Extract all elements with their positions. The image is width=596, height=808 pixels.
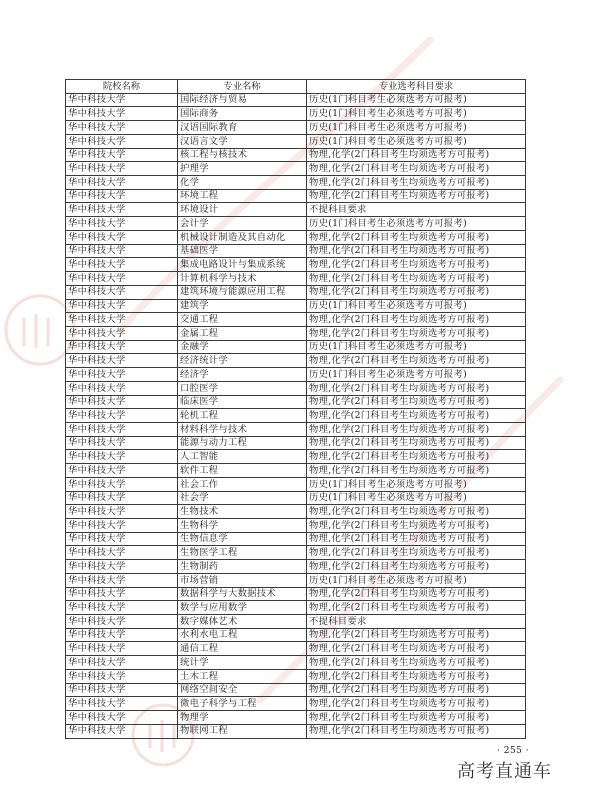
cell-major: 人工智能 <box>178 450 307 464</box>
cell-requirement: 历史(1门科目考生必须选考方可报考) <box>307 107 526 121</box>
table-row <box>66 340 526 354</box>
table-row <box>66 711 526 725</box>
cell-major: 临床医学 <box>178 395 307 409</box>
table-row <box>66 464 526 478</box>
cell-requirement: 物理,化学(2门科目考生均须选考方可报考) <box>307 656 526 670</box>
table-row <box>66 450 526 464</box>
cell-school: 华中科技大学 <box>66 683 178 697</box>
table-row <box>66 162 526 176</box>
table-row <box>66 587 526 601</box>
cell-major: 软件工程 <box>178 464 307 478</box>
cell-school: 华中科技大学 <box>66 340 178 354</box>
table-row <box>66 395 526 409</box>
cell-major: 经济学 <box>178 368 307 382</box>
cell-school: 华中科技大学 <box>66 121 178 135</box>
cell-major: 化学 <box>178 176 307 190</box>
cell-major: 会计学 <box>178 217 307 231</box>
table-row <box>66 244 526 258</box>
table-row <box>66 354 526 368</box>
cell-major: 基础医学 <box>178 244 307 258</box>
table-row <box>66 93 526 107</box>
cell-major: 环境工程 <box>178 189 307 203</box>
cell-major: 数学与应用数学 <box>178 601 307 615</box>
cell-requirement: 物理,化学(2门科目考生均须选考方可报考) <box>307 422 526 436</box>
table-row <box>66 368 526 382</box>
cell-requirement: 物理,化学(2门科目考生均须选考方可报考) <box>307 326 526 340</box>
cell-requirement: 历史(1门科目考生必须选考方可报考) <box>307 217 526 231</box>
cell-major: 护理学 <box>178 162 307 176</box>
cell-requirement: 物理,化学(2门科目考生均须选考方可报考) <box>307 587 526 601</box>
table-row <box>66 491 526 505</box>
cell-requirement: 历史(1门科目考生必须选考方可报考) <box>307 121 526 135</box>
cell-major: 土木工程 <box>178 669 307 683</box>
cell-school: 华中科技大学 <box>66 546 178 560</box>
cell-school: 华中科技大学 <box>66 134 178 148</box>
table-row <box>66 313 526 327</box>
cell-requirement: 历史(1门科目考生必须选考方可报考) <box>307 477 526 491</box>
table-row <box>66 258 526 272</box>
cell-major: 建筑学 <box>178 299 307 313</box>
cell-school: 华中科技大学 <box>66 642 178 656</box>
cell-requirement: 物理,化学(2门科目考生均须选考方可报考) <box>307 628 526 642</box>
table-row <box>66 230 526 244</box>
cell-major: 核工程与核技术 <box>178 148 307 162</box>
table-row <box>66 642 526 656</box>
table-row <box>66 217 526 231</box>
cell-requirement: 物理,化学(2门科目考生均须选考方可报考) <box>307 724 526 738</box>
cell-school: 华中科技大学 <box>66 395 178 409</box>
cell-requirement: 历史(1门科目考生必须选考方可报考) <box>307 573 526 587</box>
cell-school: 华中科技大学 <box>66 656 178 670</box>
cell-requirement: 不提科目要求 <box>307 203 526 217</box>
table-row <box>66 669 526 683</box>
major-requirements-table <box>65 79 526 739</box>
table-row <box>66 148 526 162</box>
cell-requirement: 物理,化学(2门科目考生均须选考方可报考) <box>307 711 526 725</box>
table-row <box>66 189 526 203</box>
table-row <box>66 697 526 711</box>
cell-requirement: 物理,化学(2门科目考生均须选考方可报考) <box>307 381 526 395</box>
cell-school: 华中科技大学 <box>66 368 178 382</box>
cell-school: 华中科技大学 <box>66 93 178 107</box>
cell-requirement: 物理,化学(2门科目考生均须选考方可报考) <box>307 436 526 450</box>
cell-requirement: 物理,化学(2门科目考生均须选考方可报考) <box>307 354 526 368</box>
table-row <box>66 121 526 135</box>
cell-requirement: 物理,化学(2门科目考生均须选考方可报考) <box>307 244 526 258</box>
cell-major: 集成电路设计与集成系统 <box>178 258 307 272</box>
cell-school: 华中科技大学 <box>66 189 178 203</box>
table-row <box>66 272 526 286</box>
table-row <box>66 477 526 491</box>
cell-school: 华中科技大学 <box>66 601 178 615</box>
cell-requirement: 物理,化学(2门科目考生均须选考方可报考) <box>307 560 526 574</box>
cell-major: 生物技术 <box>178 505 307 519</box>
cell-school: 华中科技大学 <box>66 560 178 574</box>
cell-requirement: 物理,化学(2门科目考生均须选考方可报考) <box>307 272 526 286</box>
cell-school: 华中科技大学 <box>66 176 178 190</box>
cell-major: 建筑环境与能源应用工程 <box>178 285 307 299</box>
cell-major: 生物制药 <box>178 560 307 574</box>
cell-school: 华中科技大学 <box>66 519 178 533</box>
cell-major: 生物医学工程 <box>178 546 307 560</box>
cell-requirement: 物理,化学(2门科目考生均须选考方可报考) <box>307 313 526 327</box>
cell-requirement: 历史(1门科目考生必须选考方可报考) <box>307 491 526 505</box>
cell-major: 网络空间安全 <box>178 683 307 697</box>
cell-major: 生物信息学 <box>178 532 307 546</box>
cell-school: 华中科技大学 <box>66 203 178 217</box>
cell-major: 金属工程 <box>178 326 307 340</box>
cell-school: 华中科技大学 <box>66 381 178 395</box>
table-row <box>66 628 526 642</box>
cell-major: 国际商务 <box>178 107 307 121</box>
cell-requirement: 物理,化学(2门科目考生均须选考方可报考) <box>307 601 526 615</box>
cell-school: 华中科技大学 <box>66 409 178 423</box>
header-requirement: 专业选考科目要求 <box>307 80 526 94</box>
table-row <box>66 615 526 629</box>
cell-major: 统计学 <box>178 656 307 670</box>
cell-requirement: 历史(1门科目考生必须选考方可报考) <box>307 134 526 148</box>
header-school: 院校名称 <box>66 80 178 94</box>
cell-school: 华中科技大学 <box>66 107 178 121</box>
cell-requirement: 不提科目要求 <box>307 615 526 629</box>
cell-requirement: 物理,化学(2门科目考生均须选考方可报考) <box>307 683 526 697</box>
cell-school: 华中科技大学 <box>66 354 178 368</box>
cell-requirement: 历史(1门科目考生必须选考方可报考) <box>307 93 526 107</box>
cell-major: 社会学 <box>178 491 307 505</box>
cell-school: 华中科技大学 <box>66 532 178 546</box>
table-row <box>66 519 526 533</box>
cell-major: 金融学 <box>178 340 307 354</box>
cell-requirement: 物理,化学(2门科目考生均须选考方可报考) <box>307 450 526 464</box>
cell-requirement: 物理,化学(2门科目考生均须选考方可报考) <box>307 464 526 478</box>
cell-major: 物理学 <box>178 711 307 725</box>
cell-requirement: 历史(1门科目考生必须选考方可报考) <box>307 299 526 313</box>
table-row <box>66 409 526 423</box>
cell-major: 通信工程 <box>178 642 307 656</box>
cell-school: 华中科技大学 <box>66 711 178 725</box>
cell-school: 华中科技大学 <box>66 697 178 711</box>
table-row <box>66 601 526 615</box>
cell-school: 华中科技大学 <box>66 326 178 340</box>
cell-requirement: 物理,化学(2门科目考生均须选考方可报考) <box>307 148 526 162</box>
cell-school: 华中科技大学 <box>66 615 178 629</box>
table-row <box>66 436 526 450</box>
cell-school: 华中科技大学 <box>66 628 178 642</box>
cell-major: 轮机工程 <box>178 409 307 423</box>
cell-school: 华中科技大学 <box>66 573 178 587</box>
cell-major: 环境设计 <box>178 203 307 217</box>
table-header-row <box>66 80 526 94</box>
table-row <box>66 285 526 299</box>
table-row <box>66 560 526 574</box>
table-row <box>66 422 526 436</box>
cell-school: 华中科技大学 <box>66 491 178 505</box>
table-row <box>66 505 526 519</box>
cell-major: 社会工作 <box>178 477 307 491</box>
cell-school: 华中科技大学 <box>66 217 178 231</box>
cell-school: 华中科技大学 <box>66 505 178 519</box>
cell-requirement: 物理,化学(2门科目考生均须选考方可报考) <box>307 409 526 423</box>
cell-school: 华中科技大学 <box>66 285 178 299</box>
cell-requirement: 物理,化学(2门科目考生均须选考方可报考) <box>307 176 526 190</box>
cell-major: 机械设计制造及其自动化 <box>178 230 307 244</box>
cell-major: 国际经济与贸易 <box>178 93 307 107</box>
table-row <box>66 724 526 738</box>
cell-school: 华中科技大学 <box>66 272 178 286</box>
cell-school: 华中科技大学 <box>66 258 178 272</box>
cell-major: 数字媒体艺术 <box>178 615 307 629</box>
cell-major: 水利水电工程 <box>178 628 307 642</box>
cell-requirement: 物理,化学(2门科目考生均须选考方可报考) <box>307 519 526 533</box>
cell-school: 华中科技大学 <box>66 230 178 244</box>
cell-major: 汉语言文学 <box>178 134 307 148</box>
cell-requirement: 物理,化学(2门科目考生均须选考方可报考) <box>307 258 526 272</box>
cell-major: 口腔医学 <box>178 381 307 395</box>
cell-requirement: 物理,化学(2门科目考生均须选考方可报考) <box>307 532 526 546</box>
cell-requirement: 物理,化学(2门科目考生均须选考方可报考) <box>307 697 526 711</box>
header-major: 专业名称 <box>178 80 307 94</box>
table-row <box>66 326 526 340</box>
cell-requirement: 物理,化学(2门科目考生均须选考方可报考) <box>307 162 526 176</box>
table-row <box>66 546 526 560</box>
cell-school: 华中科技大学 <box>66 422 178 436</box>
cell-major: 市场营销 <box>178 573 307 587</box>
cell-requirement: 物理,化学(2门科目考生均须选考方可报考) <box>307 230 526 244</box>
cell-major: 微电子科学与工程 <box>178 697 307 711</box>
cell-major: 计算机科学与技术 <box>178 272 307 286</box>
cell-requirement: 物理,化学(2门科目考生均须选考方可报考) <box>307 505 526 519</box>
cell-school: 华中科技大学 <box>66 450 178 464</box>
cell-requirement: 物理,化学(2门科目考生均须选考方可报考) <box>307 395 526 409</box>
page-number: · 255 · <box>497 746 530 756</box>
cell-major: 物联网工程 <box>178 724 307 738</box>
table-row <box>66 203 526 217</box>
cell-school: 华中科技大学 <box>66 299 178 313</box>
table-row <box>66 134 526 148</box>
table-row <box>66 299 526 313</box>
cell-major: 经济统计学 <box>178 354 307 368</box>
table-row <box>66 683 526 697</box>
table-row <box>66 573 526 587</box>
table-row <box>66 381 526 395</box>
cell-school: 华中科技大学 <box>66 244 178 258</box>
cell-requirement: 历史(1门科目考生必须选考方可报考) <box>307 368 526 382</box>
cell-major: 汉语国际教育 <box>178 121 307 135</box>
cell-school: 华中科技大学 <box>66 724 178 738</box>
cell-school: 华中科技大学 <box>66 148 178 162</box>
cell-major: 数据科学与大数据技术 <box>178 587 307 601</box>
cell-school: 华中科技大学 <box>66 477 178 491</box>
cell-school: 华中科技大学 <box>66 669 178 683</box>
cell-requirement: 物理,化学(2门科目考生均须选考方可报考) <box>307 642 526 656</box>
cell-requirement: 物理,化学(2门科目考生均须选考方可报考) <box>307 546 526 560</box>
cell-requirement: 物理,化学(2门科目考生均须选考方可报考) <box>307 189 526 203</box>
cell-requirement: 物理,化学(2门科目考生均须选考方可报考) <box>307 669 526 683</box>
table-body <box>66 93 526 738</box>
table-row <box>66 176 526 190</box>
watermark-text: 高考直通车 <box>457 761 552 782</box>
cell-school: 华中科技大学 <box>66 436 178 450</box>
cell-requirement: 物理,化学(2门科目考生均须选考方可报考) <box>307 285 526 299</box>
cell-school: 华中科技大学 <box>66 464 178 478</box>
cell-requirement: 历史(1门科目考生必须选考方可报考) <box>307 340 526 354</box>
cell-school: 华中科技大学 <box>66 587 178 601</box>
table-row <box>66 532 526 546</box>
cell-school: 华中科技大学 <box>66 313 178 327</box>
table-row <box>66 656 526 670</box>
cell-major: 材料科学与技术 <box>178 422 307 436</box>
cell-major: 交通工程 <box>178 313 307 327</box>
cell-major: 生物科学 <box>178 519 307 533</box>
cell-major: 能源与动力工程 <box>178 436 307 450</box>
table-row <box>66 107 526 121</box>
cell-school: 华中科技大学 <box>66 162 178 176</box>
